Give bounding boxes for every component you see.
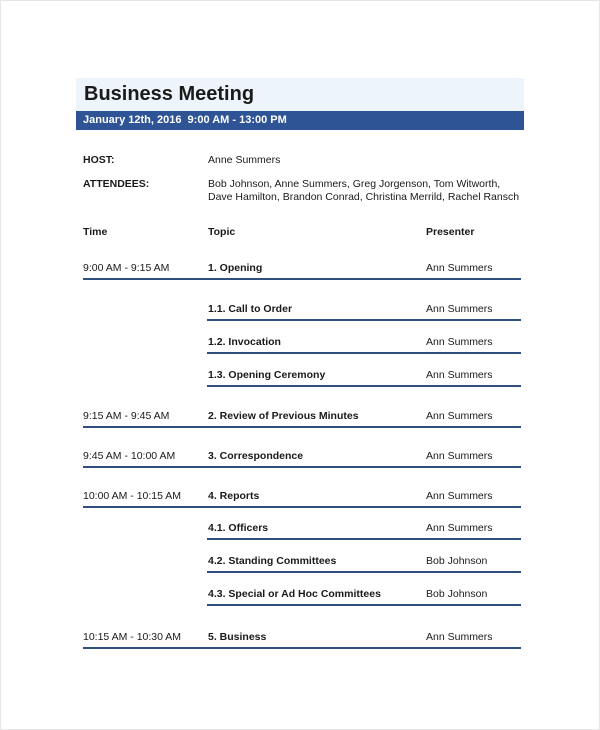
agenda-presenter: Ann Summers bbox=[426, 450, 493, 462]
row-divider bbox=[83, 647, 521, 649]
row-divider bbox=[207, 604, 521, 606]
agenda-presenter: Ann Summers bbox=[426, 369, 493, 381]
agenda-time: 10:00 AM - 10:15 AM bbox=[83, 490, 182, 502]
row-divider bbox=[83, 278, 521, 280]
agenda-topic: 1. Opening bbox=[208, 262, 263, 274]
header-topic: Topic bbox=[208, 226, 236, 238]
meeting-date-time: January 12th, 2016 9:00 AM - 13:00 PM bbox=[83, 114, 287, 126]
agenda-presenter: Ann Summers bbox=[426, 410, 493, 422]
header-presenter: Presenter bbox=[426, 226, 475, 238]
agenda-topic: 2. Review of Previous Minutes bbox=[208, 410, 359, 422]
row-divider bbox=[207, 571, 521, 573]
agenda-time: 9:00 AM - 9:15 AM bbox=[83, 262, 170, 274]
attendees-line: Bob Johnson, Anne Summers, Greg Jorgenson, Tom Witworth, bbox=[208, 178, 501, 190]
agenda-topic: 5. Business bbox=[208, 631, 267, 643]
agenda-time: 9:45 AM - 10:00 AM bbox=[83, 450, 176, 462]
agenda-presenter: Ann Summers bbox=[426, 303, 493, 315]
agenda-topic: 1.2. Invocation bbox=[208, 336, 281, 348]
agenda-time: 10:15 AM - 10:30 AM bbox=[83, 631, 182, 643]
host-value: Anne Summers bbox=[208, 154, 281, 166]
row-divider bbox=[83, 506, 521, 508]
row-divider bbox=[207, 385, 521, 387]
agenda-time: 9:15 AM - 9:45 AM bbox=[83, 410, 170, 422]
agenda-presenter: Ann Summers bbox=[426, 522, 493, 534]
row-divider bbox=[207, 319, 521, 321]
agenda-topic: 4.1. Officers bbox=[208, 522, 269, 534]
row-divider bbox=[207, 538, 521, 540]
attendees-label: ATTENDEES: bbox=[83, 178, 150, 190]
agenda-topic: 1.3. Opening Ceremony bbox=[208, 369, 326, 381]
agenda-presenter: Bob Johnson bbox=[426, 588, 488, 600]
agenda-presenter: Bob Johnson bbox=[426, 555, 488, 567]
agenda-topic: 1.1. Call to Order bbox=[208, 303, 293, 315]
agenda-presenter: Ann Summers bbox=[426, 490, 493, 502]
date-bar bbox=[76, 111, 524, 130]
agenda-topic: 4.3. Special or Ad Hoc Committees bbox=[208, 588, 381, 600]
agenda-topic: 4. Reports bbox=[208, 490, 260, 502]
attendees-list bbox=[208, 178, 519, 204]
title-band bbox=[76, 78, 524, 111]
attendees-line: Dave Hamilton, Brandon Conrad, Christina Merrild, Rachel Ransch bbox=[208, 191, 520, 203]
agenda-topic: 3. Correspondence bbox=[208, 450, 304, 462]
row-divider bbox=[207, 352, 521, 354]
document-title: Business Meeting bbox=[84, 83, 255, 105]
agenda-presenter: Ann Summers bbox=[426, 336, 493, 348]
agenda-presenter: Ann Summers bbox=[426, 262, 493, 274]
row-divider bbox=[83, 426, 521, 428]
agenda-topic: 4.2. Standing Committees bbox=[208, 555, 337, 567]
header-time: Time bbox=[83, 226, 108, 238]
agenda-presenter: Ann Summers bbox=[426, 631, 493, 643]
host-label: HOST: bbox=[83, 154, 115, 166]
row-divider bbox=[83, 466, 521, 468]
